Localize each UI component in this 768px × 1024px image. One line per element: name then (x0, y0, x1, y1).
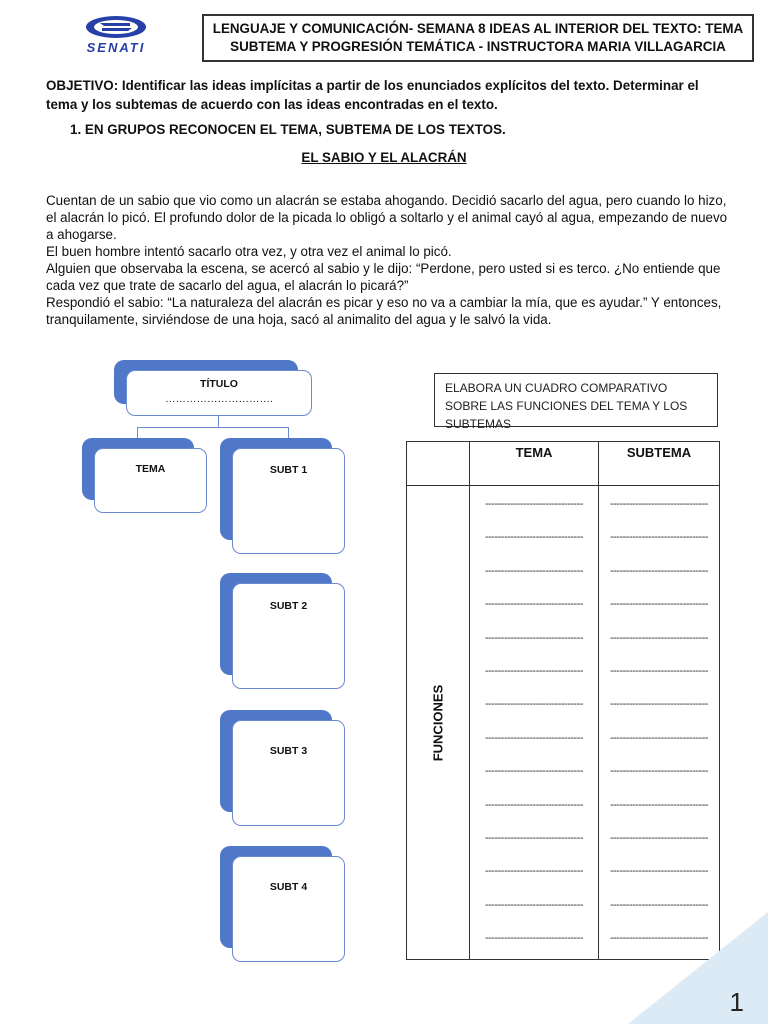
story-title: EL SABIO Y EL ALACRÁN (301, 150, 467, 165)
blank-line: ------------------------------- (484, 932, 584, 945)
subtema-answer-lines[interactable] (599, 486, 720, 960)
funciones-label: FUNCIONES (430, 684, 446, 761)
subt3-box (232, 720, 345, 826)
story-paragraph: Respondió el sabio: “La naturaleza del alacrán es picar y eso no va a cambiar la mía, que es ayudar.” Y entonces, tranquilamente, sirviéndose de una hoja, sacó al animalito del agua y le salvó la vida. (46, 295, 722, 327)
blank-line: ------------------------------- (609, 598, 709, 611)
blank-line: ------------------------------- (609, 798, 709, 811)
blank-line: ------------------------------- (484, 798, 584, 811)
story-text (46, 192, 736, 328)
tema-column-header: TEMA (470, 442, 599, 486)
blank-line: ------------------------------- (609, 698, 709, 711)
blank-line: ------------------------------- (484, 698, 584, 711)
titulo-blank: …………………………. (165, 393, 273, 405)
blank-line: ------------------------------- (484, 765, 584, 778)
subt2-label: SUBT 2 (269, 600, 308, 612)
blank-line: ------------------------------- (609, 731, 709, 744)
tema-label: TEMA (135, 463, 166, 475)
blank-line: ------------------------------- (484, 865, 584, 878)
subt1-box (232, 448, 345, 554)
subt4-box (232, 856, 345, 962)
blank-line: ------------------------------- (484, 731, 584, 744)
connector (137, 427, 289, 428)
blank-line: ------------------------------- (609, 898, 709, 911)
objective-text: OBJETIVO: Identificar las ideas implícitas a partir de los enunciados explícitos del texto. Determinar el tema y los subtemas de acuerdo con las ideas encontradas en el texto. (46, 78, 699, 112)
blank-line: ------------------------------- (609, 865, 709, 878)
blank-line: ------------------------------- (484, 531, 584, 544)
blank-line: ------------------------------- (609, 564, 709, 577)
task-instruction: 1. EN GRUPOS RECONOCEN EL TEMA, SUBTEMA DE LOS TEXTOS. (70, 122, 506, 137)
senati-logo (60, 14, 172, 56)
blank-line: ------------------------------- (609, 765, 709, 778)
blank-line: ------------------------------- (609, 832, 709, 845)
story-paragraph: El buen hombre intentó sacarlo otra vez, y otra vez el animal lo picó. (46, 244, 452, 259)
comparative-instruction: ELABORA UN CUADRO COMPARATIVO SOBRE LAS FUNCIONES DEL TEMA Y LOS SUBTEMAS (434, 373, 718, 427)
subtema-column-header: SUBTEMA (599, 442, 720, 486)
titulo-box (126, 370, 312, 416)
titulo-label: TÍTULO (200, 378, 238, 390)
blank-line: ------------------------------- (609, 665, 709, 678)
table-corner-cell (407, 442, 470, 486)
blank-line: ------------------------------- (484, 898, 584, 911)
page-number: 1 (729, 987, 744, 1017)
tema-answer-lines[interactable] (470, 486, 599, 960)
funciones-row-label (407, 486, 470, 960)
story-paragraph: Alguien que observaba la escena, se acercó al sabio y le dijo: “Perdone, pero usted si es terco. ¿No entiende que cada vez que trate de sacarlo del agua, el alacrán lo picará?” (46, 261, 721, 293)
blank-line: ------------------------------- (609, 531, 709, 544)
blank-line: ------------------------------- (484, 598, 584, 611)
subt1-label: SUBT 1 (269, 464, 308, 476)
logo-text: SENATI (86, 40, 146, 55)
blank-line: ------------------------------- (609, 631, 709, 644)
blank-line: ------------------------------- (484, 498, 584, 510)
senati-logo-icon (60, 14, 172, 40)
comparative-table (406, 441, 720, 960)
blank-line: ------------------------------- (484, 564, 584, 577)
subt2-box (232, 583, 345, 689)
subt4-label: SUBT 4 (269, 881, 308, 893)
page-title: LENGUAJE Y COMUNICACIÓN- SEMANA 8 IDEAS AL INTERIOR DEL TEXTO: TEMA SUBTEMA Y PROGRESIÓN TEMÁTICA - INSTRUCTORA MARIA VILLAGARCIA (202, 14, 754, 62)
subt3-label: SUBT 3 (269, 745, 308, 757)
blank-line: ------------------------------- (609, 932, 709, 945)
blank-line: ------------------------------- (484, 631, 584, 644)
blank-line: ------------------------------- (484, 665, 584, 678)
story-paragraph: Cuentan de un sabio que vio como un alacrán se estaba ahogando. Decidió sacarlo del agua, pero cuando lo hizo, el alacrán lo picó. El profundo dolor de la picada lo obligó a soltarlo y el animal cayó al agua, empezando de nuevo a ahogarse. (46, 193, 728, 242)
corner-decoration (628, 912, 768, 1024)
blank-line: ------------------------------- (609, 498, 709, 510)
blank-line: ------------------------------- (484, 832, 584, 845)
tema-box (94, 448, 207, 513)
